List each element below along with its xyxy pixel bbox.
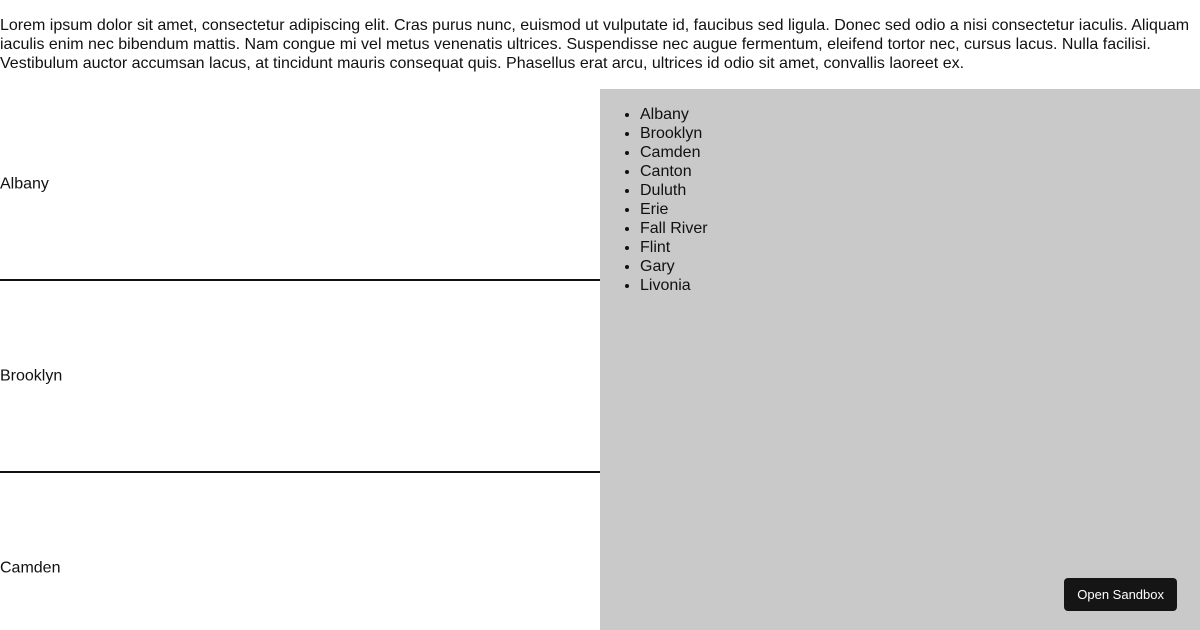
list-item: • Duluth — [640, 181, 1200, 200]
list-item: • Livonia — [640, 276, 1200, 295]
list-item: • Albany — [640, 105, 1200, 124]
open-sandbox-button[interactable]: Open Sandbox — [1064, 578, 1177, 611]
list-item: • Gary — [640, 257, 1200, 276]
list-item: • Camden — [640, 143, 1200, 162]
list-item: • Canton — [640, 162, 1200, 181]
list-item: • Fall River — [640, 219, 1200, 238]
section-camden — [0, 473, 600, 630]
intro-paragraph: Lorem ipsum dolor sit amet, consectetur adipiscing elit. Cras purus nunc, euismod ut vulputate id, faucibus sed ligula. Donec sed odio a nisi consectetur iaculis. Aliquam iaculis enim nec bibendum mattis. Nam congue mi vel metus venenatis ultrices. Suspendisse nec augue fermentum, eleifend tortor nec, cursus lacus. Nulla facilisi. Vestibulum auctor accumsan lacus, at tincidunt mauris consequat quis. Phasellus erat arcu, ultrices id odio sit amet, convallis laoreet ex. — [0, 17, 1190, 72]
scroll-sections — [0, 89, 600, 630]
list-item: • Brooklyn — [640, 124, 1200, 143]
city-list — [600, 89, 1200, 295]
section-label: Albany — [0, 175, 49, 193]
section-label: Camden — [0, 559, 61, 577]
section-label: Brooklyn — [0, 367, 63, 385]
list-item: • Flint — [640, 238, 1200, 257]
list-item: • Erie — [640, 200, 1200, 219]
section-brooklyn — [0, 281, 600, 473]
city-panel — [600, 89, 1200, 630]
section-albany — [0, 89, 600, 281]
